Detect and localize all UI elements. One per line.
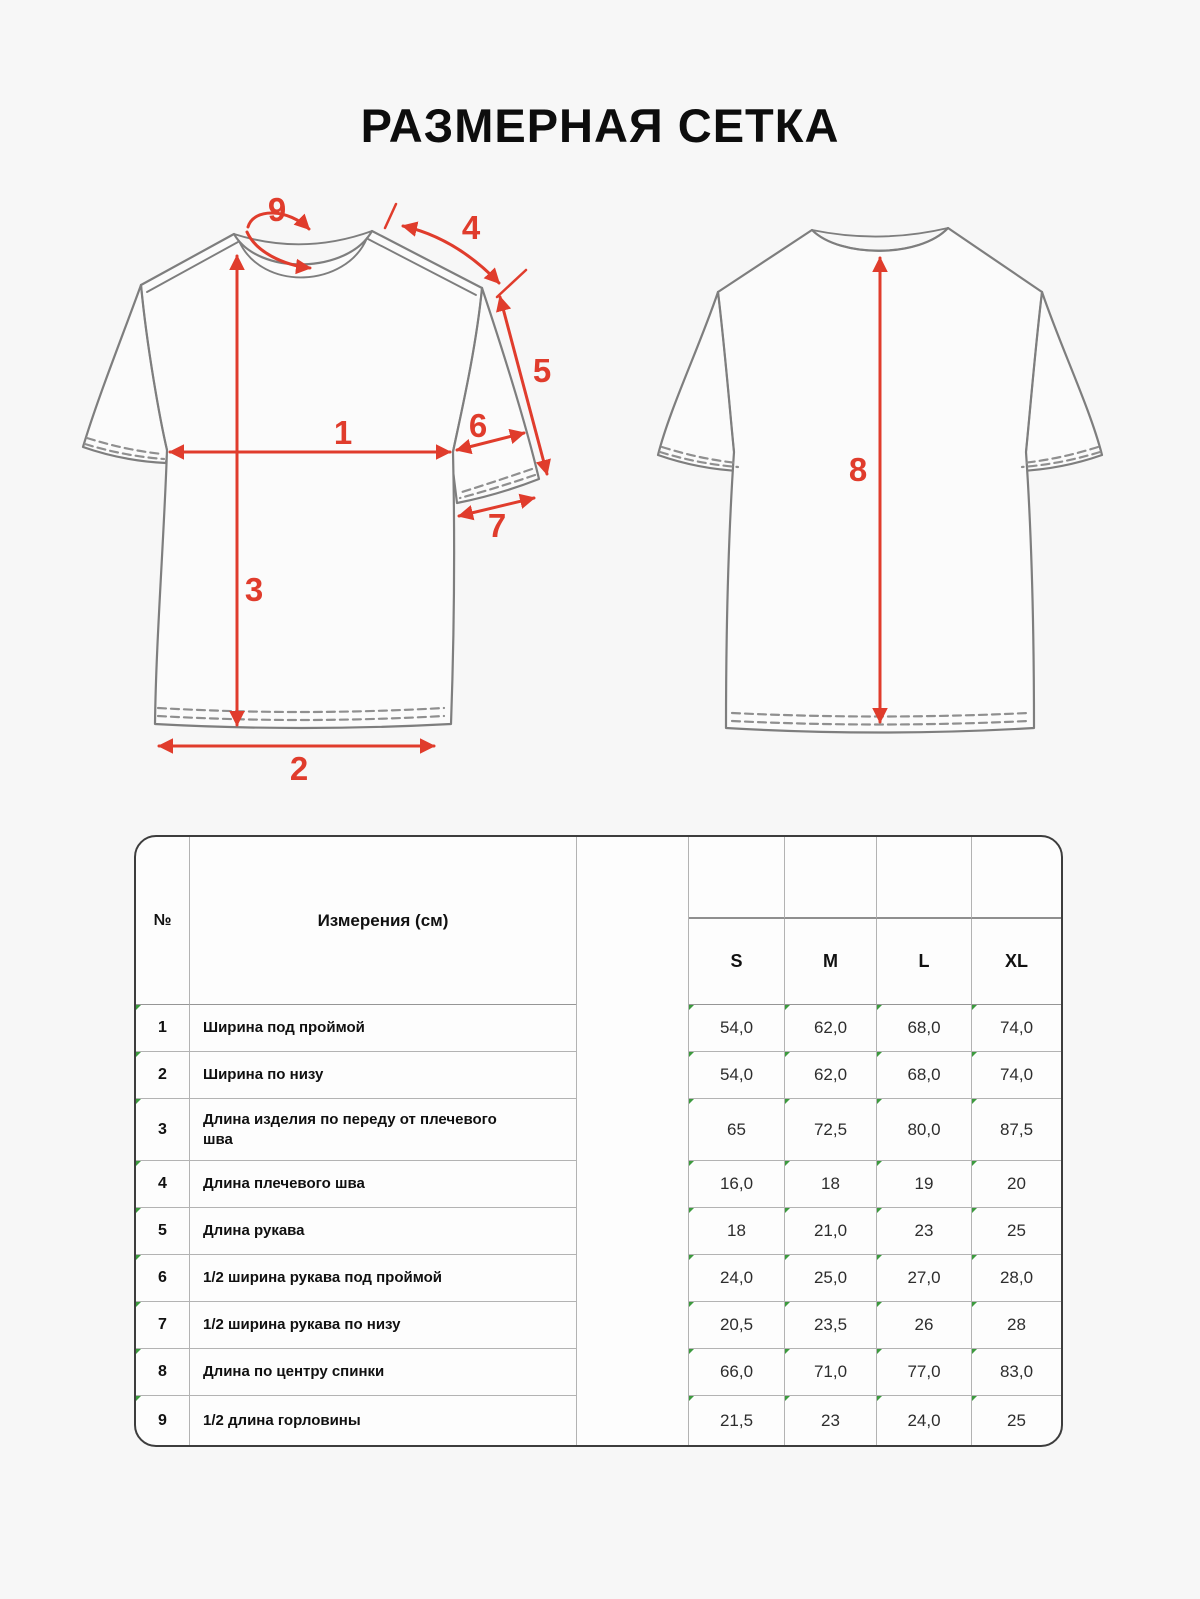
cell-flag-icon bbox=[689, 1302, 694, 1307]
measure-label-6: 6 bbox=[468, 407, 488, 444]
cell-flag-icon bbox=[136, 1302, 141, 1307]
row-label: Длина рукава bbox=[190, 1208, 576, 1255]
cell-flag-icon bbox=[877, 1208, 882, 1213]
value-cell: 62,0 bbox=[784, 1052, 876, 1099]
row-no: 3 bbox=[136, 1099, 190, 1161]
size-header-spacer bbox=[689, 837, 784, 919]
value-cell: 74,0 bbox=[971, 1052, 1061, 1099]
cell-flag-icon bbox=[785, 1005, 790, 1010]
value-cell: 23 bbox=[784, 1396, 876, 1445]
col-header-measure: Измерения (см) bbox=[190, 837, 576, 1005]
measure-label-7: 7 bbox=[487, 507, 507, 544]
row-no: 9 bbox=[136, 1396, 190, 1445]
value-cell: 18 bbox=[689, 1208, 784, 1255]
row-no: 5 bbox=[136, 1208, 190, 1255]
cell-flag-icon bbox=[689, 1349, 694, 1354]
measure-label-1: 1 bbox=[333, 414, 353, 451]
value-cell: 21,5 bbox=[689, 1396, 784, 1445]
cell-flag-icon bbox=[877, 1099, 882, 1104]
cell-flag-icon bbox=[689, 1099, 694, 1104]
size-header-spacer bbox=[876, 837, 971, 919]
value-cell: 19 bbox=[876, 1161, 971, 1208]
value-cell: 24,0 bbox=[689, 1255, 784, 1302]
value-cell: 87,5 bbox=[971, 1099, 1061, 1161]
cell-flag-icon bbox=[689, 1208, 694, 1213]
row-label: 1/2 длина горловины bbox=[203, 1411, 361, 1429]
row-no: 7 bbox=[136, 1302, 190, 1349]
cell-flag-icon bbox=[785, 1349, 790, 1354]
value-cell: 21,0 bbox=[784, 1208, 876, 1255]
cell-flag-icon bbox=[877, 1255, 882, 1260]
value-cell: 74,0 bbox=[971, 1005, 1061, 1052]
row-label: Ширина под проймой bbox=[190, 1005, 576, 1052]
cell-flag-icon bbox=[689, 1161, 694, 1166]
value-cell: 28,0 bbox=[971, 1255, 1061, 1302]
value-cell: 25,0 bbox=[784, 1255, 876, 1302]
cell-flag-icon bbox=[972, 1161, 977, 1166]
cell-flag-icon bbox=[785, 1161, 790, 1166]
row-label: Длина плечевого шва bbox=[190, 1161, 576, 1208]
value-cell: 77,0 bbox=[876, 1349, 971, 1396]
row-no: 2 bbox=[136, 1052, 190, 1099]
measure-label-2: 2 bbox=[289, 750, 309, 787]
value-cell: 68,0 bbox=[876, 1052, 971, 1099]
cell-flag-icon bbox=[136, 1349, 141, 1354]
value-cell: 83,0 bbox=[971, 1349, 1061, 1396]
value-cell: 80,0 bbox=[876, 1099, 971, 1161]
value-cell: 23,5 bbox=[784, 1302, 876, 1349]
cell-flag-icon bbox=[785, 1208, 790, 1213]
measure-tick-4b bbox=[497, 270, 526, 297]
cell-flag-icon bbox=[689, 1005, 694, 1010]
cell-flag-icon bbox=[877, 1396, 882, 1401]
value-cell: 66,0 bbox=[689, 1349, 784, 1396]
cell-flag-icon bbox=[972, 1099, 977, 1104]
cell-flag-icon bbox=[877, 1302, 882, 1307]
cell-flag-icon bbox=[136, 1005, 141, 1010]
row-label: Длина изделия по переду от плечевого шва bbox=[190, 1099, 576, 1161]
value-cell: 65 bbox=[689, 1099, 784, 1161]
cell-flag-icon bbox=[136, 1396, 141, 1401]
cell-flag-icon bbox=[877, 1052, 882, 1057]
cell-flag-icon bbox=[689, 1255, 694, 1260]
value-cell: 72,5 bbox=[784, 1099, 876, 1161]
size-header-xl: XL bbox=[971, 919, 1061, 1005]
value-cell: 25 bbox=[971, 1396, 1061, 1445]
cell-flag-icon bbox=[785, 1099, 790, 1104]
front-body bbox=[141, 231, 482, 728]
cell-flag-icon bbox=[972, 1396, 977, 1401]
page-title: РАЗМЕРНАЯ СЕТКА bbox=[360, 99, 840, 152]
row-no: 4 bbox=[136, 1161, 190, 1208]
size-table bbox=[134, 835, 1063, 1447]
value-cell: 25 bbox=[971, 1208, 1061, 1255]
back-collar-top-edge bbox=[812, 228, 948, 237]
value-cell: 54,0 bbox=[689, 1005, 784, 1052]
value-cell: 16,0 bbox=[689, 1161, 784, 1208]
cell-flag-icon bbox=[972, 1052, 977, 1057]
cell-flag-icon bbox=[136, 1255, 141, 1260]
cell-flag-icon bbox=[785, 1255, 790, 1260]
size-header-m: M bbox=[784, 919, 876, 1005]
value-cell: 27,0 bbox=[876, 1255, 971, 1302]
size-header-s: S bbox=[689, 919, 784, 1005]
value-cell: 20 bbox=[971, 1161, 1061, 1208]
cell-flag-icon bbox=[877, 1005, 882, 1010]
cell-flag-icon bbox=[877, 1161, 882, 1166]
cell-flag-icon bbox=[136, 1052, 141, 1057]
value-cell: 68,0 bbox=[876, 1005, 971, 1052]
value-cell: 23 bbox=[876, 1208, 971, 1255]
cell-flag-icon bbox=[972, 1255, 977, 1260]
col-header-no: № bbox=[136, 837, 190, 1005]
cell-flag-icon bbox=[136, 1208, 141, 1213]
row-no: 1 bbox=[136, 1005, 190, 1052]
size-header-l: L bbox=[876, 919, 971, 1005]
cell-flag-icon bbox=[877, 1349, 882, 1354]
row-label: 1/2 ширина рукава под проймой bbox=[190, 1255, 576, 1302]
cell-flag-icon bbox=[972, 1208, 977, 1213]
row-no: 8 bbox=[136, 1349, 190, 1396]
cell-flag-icon bbox=[972, 1349, 977, 1354]
cell-flag-icon bbox=[136, 1099, 141, 1104]
cell-flag-icon bbox=[785, 1396, 790, 1401]
value-cell: 54,0 bbox=[689, 1052, 784, 1099]
value-cell: 71,0 bbox=[784, 1349, 876, 1396]
value-cell: 28 bbox=[971, 1302, 1061, 1349]
front-shirt-drawing bbox=[83, 231, 539, 728]
value-cell: 62,0 bbox=[784, 1005, 876, 1052]
cell-flag-icon bbox=[689, 1396, 694, 1401]
measure-label-5: 5 bbox=[532, 352, 552, 389]
cell-flag-icon bbox=[689, 1052, 694, 1057]
measure-label-9: 9 bbox=[267, 191, 287, 228]
value-cell: 20,5 bbox=[689, 1302, 784, 1349]
value-cell: 24,0 bbox=[876, 1396, 971, 1445]
row-label: Ширина по низу bbox=[190, 1052, 576, 1099]
size-header-spacer bbox=[784, 837, 876, 919]
row-no: 6 bbox=[136, 1255, 190, 1302]
measure-label-3: 3 bbox=[244, 571, 264, 608]
cell-flag-icon bbox=[972, 1302, 977, 1307]
cell-flag-icon bbox=[136, 1161, 141, 1166]
measure-tick-4a bbox=[385, 204, 396, 228]
cell-flag-icon bbox=[785, 1052, 790, 1057]
measure-label-8: 8 bbox=[848, 451, 868, 488]
row-label: 1/2 ширина рукава по низу bbox=[190, 1302, 576, 1349]
cell-flag-icon bbox=[785, 1302, 790, 1307]
table-gutter bbox=[576, 837, 689, 1445]
measure-label-4: 4 bbox=[461, 209, 481, 246]
row-label: Длина по центру спинки bbox=[190, 1349, 576, 1396]
value-cell: 18 bbox=[784, 1161, 876, 1208]
cell-flag-icon bbox=[972, 1005, 977, 1010]
value-cell: 26 bbox=[876, 1302, 971, 1349]
size-header-spacer bbox=[971, 837, 1061, 919]
